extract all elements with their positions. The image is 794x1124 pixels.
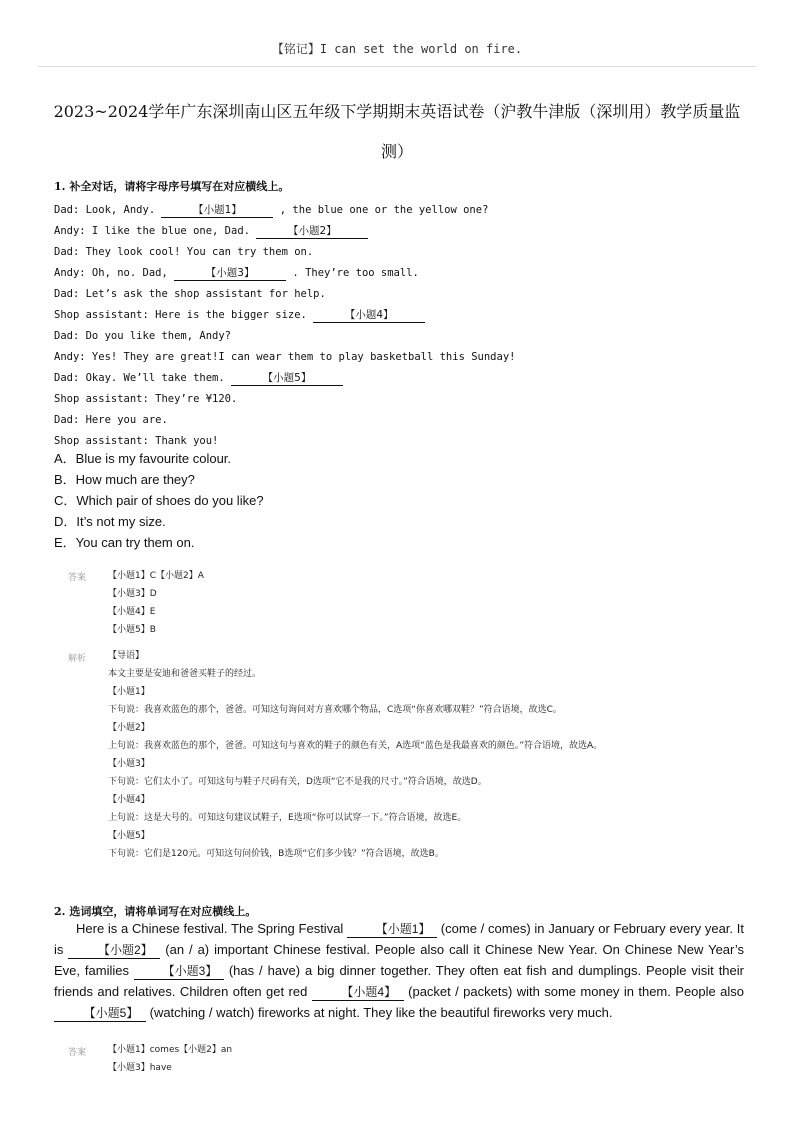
header-divider xyxy=(38,66,756,67)
answer-line: 【小题5】B xyxy=(108,625,156,635)
dialogue-text: Andy: Oh, no. Dad, xyxy=(54,267,175,279)
analysis-line: 【小题4】 xyxy=(108,795,150,805)
dialogue-text: Andy: I like the blue one, Dad. xyxy=(54,225,257,237)
dialogue-text: Dad: Look, Andy. xyxy=(54,204,162,216)
q2-answer-label: 答案 xyxy=(68,1048,87,1058)
blank-2[interactable]: 【小题2】 xyxy=(68,943,160,959)
header-motto: 【铭记】I can set the world on fire. xyxy=(271,42,523,56)
answer-line: 【小题3】D xyxy=(108,589,157,599)
dialogue-line xyxy=(54,242,754,263)
dialogue-line xyxy=(54,284,754,305)
dialogue-text: Dad: Okay. We’ll take them. xyxy=(54,372,232,384)
dialogue-line xyxy=(54,389,754,410)
dialogue-text: , the blue one or the yellow one? xyxy=(273,204,489,216)
dialogue-line xyxy=(54,368,754,389)
q1-options xyxy=(54,448,264,553)
option-d: D．It’s not my size. xyxy=(54,514,166,529)
passage-text: Here is a Chinese festival. The Spring Festival xyxy=(76,921,348,936)
blank-1[interactable]: 【小题1】 xyxy=(347,922,437,938)
blank-5[interactable]: 【小题5】 xyxy=(231,371,343,386)
dialogue-text: . They’re too small. xyxy=(286,267,419,279)
q1-analysis-label: 解析 xyxy=(68,654,87,664)
analysis-line: 本文主要是安迪和爸爸买鞋子的经过。 xyxy=(108,669,262,679)
dialogue-text: Dad: Do you like them, Andy? xyxy=(54,330,232,342)
dialogue-line xyxy=(54,410,754,431)
q1-dialogue xyxy=(54,200,754,452)
blank-4[interactable]: 【小题4】 xyxy=(313,308,425,323)
answer-line: 【小题3】have xyxy=(108,1063,172,1073)
dialogue-text: Dad: They look cool! You can try them on. xyxy=(54,246,314,258)
q1-answer-label: 答案 xyxy=(68,573,87,583)
q2-heading: 2. 选词填空，请将单词写在对应横线上。 xyxy=(54,905,257,918)
dialogue-line xyxy=(54,326,754,347)
passage-text: (packet / packets) with some money in them. People also xyxy=(403,984,744,999)
dialogue-text: Shop assistant: They’re ¥120. xyxy=(54,393,238,405)
analysis-line: 【小题1】 xyxy=(108,687,150,697)
blank-3[interactable]: 【小题3】 xyxy=(134,964,224,980)
option-e: E．You can try them on. xyxy=(54,535,195,550)
analysis-line: 下句说：它们太小了。可知这句与鞋子尺码有关，D选项“它不是我的尺寸。”符合语境，故选D。 xyxy=(108,777,487,787)
option-b: B．How much are they? xyxy=(54,472,195,487)
passage-text: (an / a) important Chinese festival. People also call it Chinese New Year. On Chinese New Year’s Eve, families xyxy=(54,942,745,978)
q1-heading: 1. 补全对话，请将字母序号填写在对应横线上。 xyxy=(54,180,290,193)
answer-line: 【小题4】E xyxy=(108,607,156,617)
title-line-1: 2023~2024学年广东深圳南山区五年级下学期期末英语试卷（沪教牛津版（深圳用）教学质量监 xyxy=(53,102,741,121)
dialogue-line xyxy=(54,347,754,368)
passage-text: (watching / watch) fireworks at night. They like the beautiful fireworks very much. xyxy=(146,1005,613,1020)
blank-4[interactable]: 【小题4】 xyxy=(312,985,404,1001)
analysis-line: 上句说：我喜欢蓝色的那个，爸爸。可知这句与喜欢的鞋子的颜色有关，A选项“蓝色是我最喜欢的颜色。”符合语境，故选A。 xyxy=(108,741,603,751)
analysis-line: 【小题3】 xyxy=(108,759,150,769)
q1-analysis xyxy=(108,647,602,863)
analysis-line: 【导语】 xyxy=(108,651,145,661)
blank-5[interactable]: 【小题5】 xyxy=(54,1006,146,1022)
passage-text: (come / comes) in January or February every year. It is xyxy=(54,921,744,957)
option-a: A．Blue is my favourite colour. xyxy=(54,451,232,466)
dialogue-text: Andy: Yes! They are great!I can wear them to play basketball this Sunday! xyxy=(54,351,516,363)
analysis-line: 下句说：它们是120元。可知这句问价钱，B选项“它们多少钱？”符合语境，故选B。 xyxy=(108,849,444,859)
analysis-line: 【小题5】 xyxy=(108,831,150,841)
blank-2[interactable]: 【小题2】 xyxy=(256,224,368,239)
dialogue-line xyxy=(54,221,754,242)
dialogue-text: Shop assistant: Here is the bigger size. xyxy=(54,309,314,321)
analysis-line: 【小题2】 xyxy=(108,723,150,733)
page-title xyxy=(40,92,754,172)
dialogue-line xyxy=(54,200,754,221)
answer-line: 【小题1】comes【小题2】an xyxy=(108,1045,233,1055)
dialogue-text: Shop assistant: Thank you! xyxy=(54,435,219,447)
q2-answers xyxy=(108,1041,232,1077)
dialogue-text: Dad: Here you are. xyxy=(54,414,168,426)
q2-passage xyxy=(54,918,744,1023)
q1-answers xyxy=(108,567,204,639)
dialogue-line xyxy=(54,305,754,326)
blank-1[interactable]: 【小题1】 xyxy=(161,203,273,218)
passage-text: (has / have) a big dinner together. They often eat fish and dumplings. People visit their friends and relatives. Children often get red xyxy=(54,963,744,999)
blank-3[interactable]: 【小题3】 xyxy=(174,266,286,281)
option-c: C．Which pair of shoes do you like? xyxy=(54,493,264,508)
analysis-line: 上句说：这是大号的。可知这句建议试鞋子，E选项“你可以试穿一下。”符合语境，故选E。 xyxy=(108,813,467,823)
analysis-line: 下句说：我喜欢蓝色的那个，爸爸。可知这句询问对方喜欢哪个物品，C选项“你喜欢哪双鞋？”符合语境，故选C。 xyxy=(108,705,562,715)
dialogue-text: Dad: Let’s ask the shop assistant for help. xyxy=(54,288,326,300)
answer-line: 【小题1】C【小题2】A xyxy=(108,571,204,581)
dialogue-line xyxy=(54,263,754,284)
title-line-2: 测） xyxy=(380,142,413,161)
